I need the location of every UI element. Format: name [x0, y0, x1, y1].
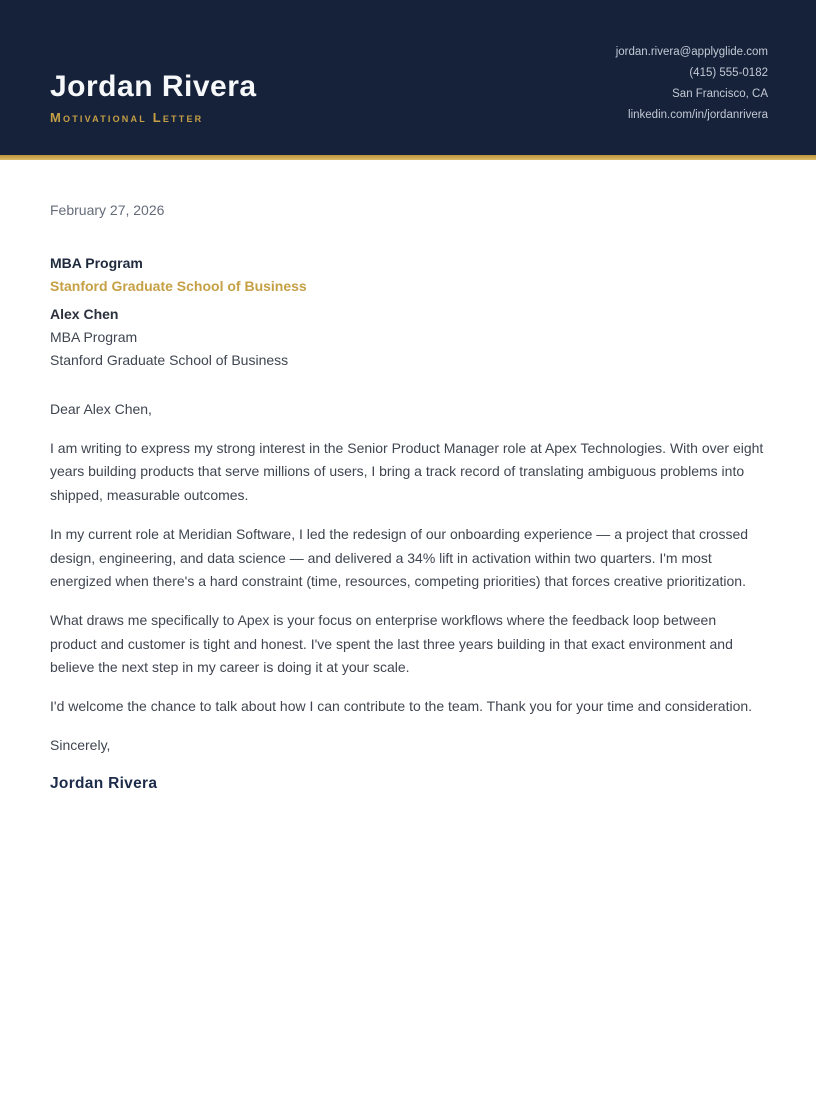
body-paragraph-2: In my current role at Meridian Software, I led the redesign of our onboarding experience — a project that crossed design, engineering, and data science — and delivered a 34% lift in activation within two quarters. I'm most energized when there's a hard constraint (time, resources, competing priorities) that forces creative prioritization. [50, 525, 749, 590]
body-paragraph-1: I am writing to express my strong interest in the Senior Product Manager role at Apex Technologies. With over eight years building products that serve millions of users, I bring a track record of translating ambiguous problems into shipped, measurable outcomes. [50, 439, 764, 504]
document-subtitle: Motivational Letter [50, 110, 204, 125]
body-paragraph-3: What draws me specifically to Apex is your focus on enterprise workflows where the feedback loop between product and customer is tight and honest. I've spent the last three years building in that exact environment and believe the next step in my career is doing it at your scale. [50, 611, 733, 676]
letter-header [0, 0, 816, 155]
letter-date: February 27, 2026 [50, 202, 165, 218]
letter-body [0, 160, 816, 795]
recipient-contact-name: Alex Chen [50, 306, 119, 322]
closing: Sincerely, [50, 736, 111, 753]
contact-location: San Francisco, CA [672, 88, 768, 100]
recipient-contact-title: MBA Program [50, 329, 138, 345]
contact-phone: (415) 555-0182 [689, 67, 768, 79]
sender-name: Jordan Rivera [50, 70, 257, 103]
recipient-contact-organization: Stanford Graduate School of Business [50, 352, 289, 368]
contact-linkedin: linkedin.com/in/jordanrivera [628, 109, 768, 121]
body-paragraph-4: I'd welcome the chance to talk about how I can contribute to the team. Thank you for your time and consideration. [50, 698, 753, 715]
contact-email: jordan.rivera@applyglide.com [615, 46, 768, 58]
recipient-organization: Stanford Graduate School of Business [50, 278, 307, 294]
signature-name: Jordan Rivera [50, 775, 158, 793]
salutation: Dear Alex Chen, [50, 401, 152, 417]
sender-identity [50, 70, 257, 125]
recipient-department: MBA Program [50, 255, 143, 271]
contact-info-block [616, 42, 768, 126]
recipient-block [50, 252, 766, 372]
